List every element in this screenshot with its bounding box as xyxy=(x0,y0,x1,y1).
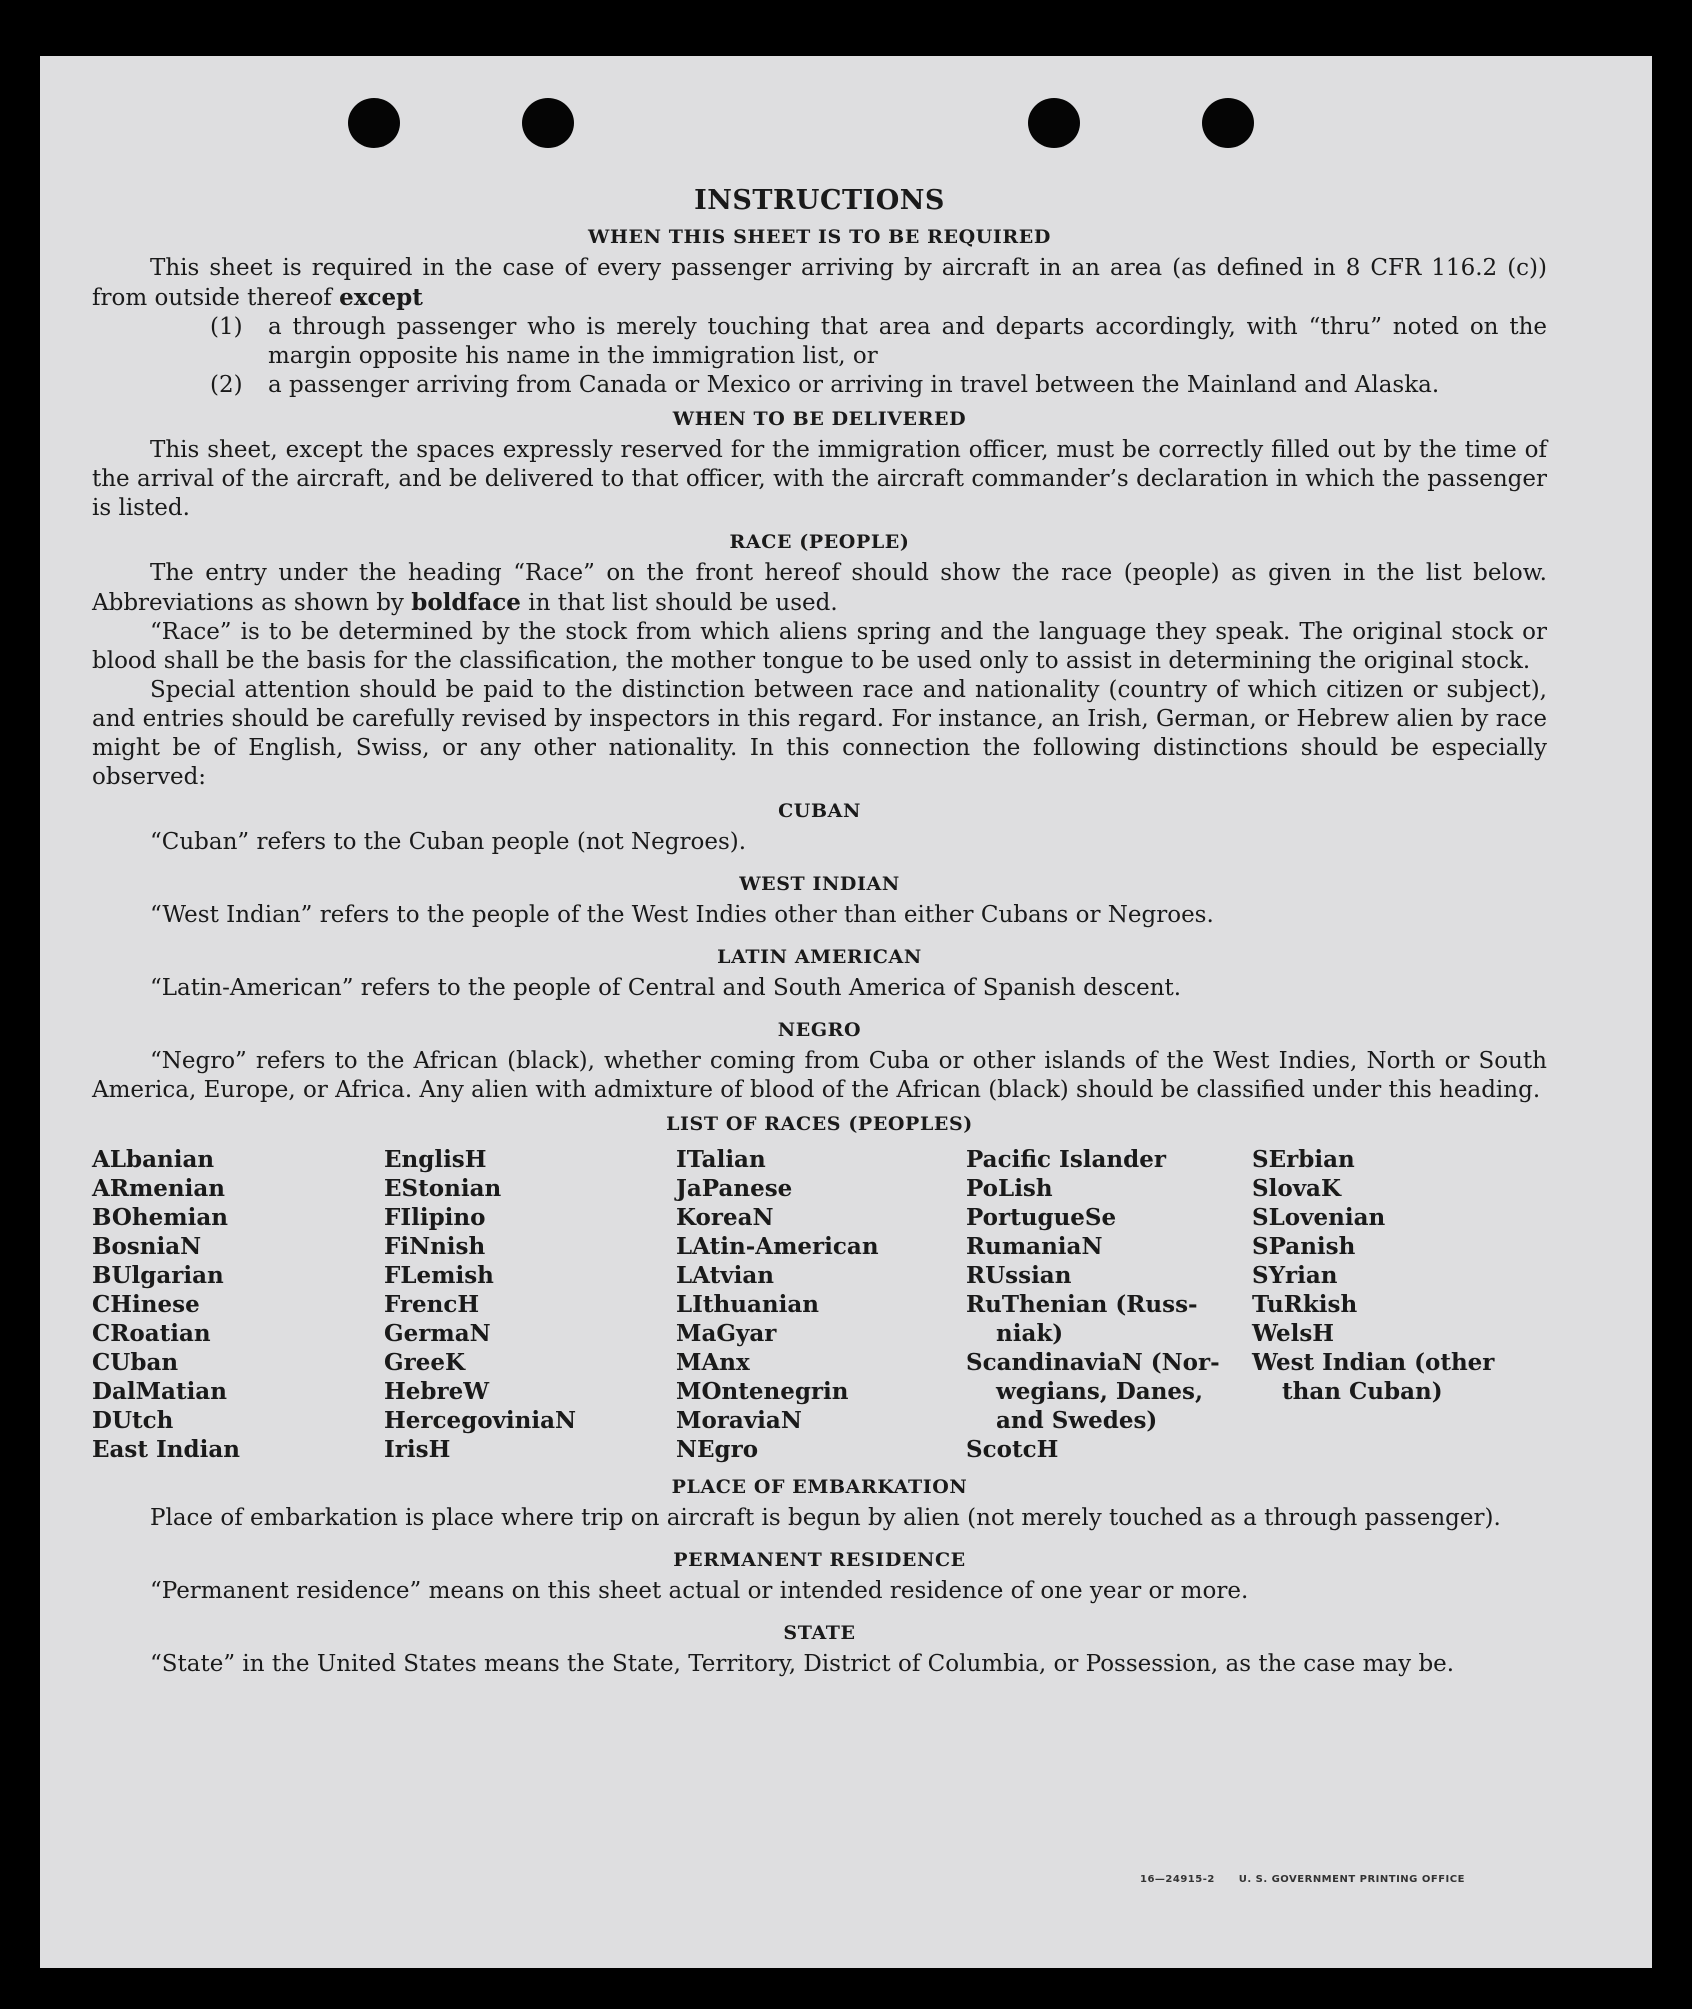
item-number: (2) xyxy=(210,372,243,398)
page-title: INSTRUCTIONS xyxy=(694,185,945,216)
race-item: KoreaN xyxy=(676,1204,774,1231)
section-heading: LIST OF RACES (PEOPLES) xyxy=(666,1113,973,1135)
section-heading: LATIN AMERICAN xyxy=(717,946,922,968)
section-heading: PLACE OF EMBARKATION xyxy=(671,1476,968,1498)
race-item: RuThenian (Russ- xyxy=(966,1291,1198,1318)
race-item: than Cuban) xyxy=(1282,1378,1443,1405)
race-item: BosniaN xyxy=(92,1233,202,1260)
race-item: GreeK xyxy=(384,1349,466,1376)
paragraph: “State” in the United States means the State, Territory, District of Columbia, or Possession, as the case may be. xyxy=(150,1651,1455,1677)
section-heading: CUBAN xyxy=(778,800,861,822)
race-item: FIlipino xyxy=(384,1204,486,1231)
race-item: WelsH xyxy=(1252,1320,1335,1347)
text: The entry under the heading “Race” on the front hereof should show the race (people) as given in the list below. Abbreviations as shown by xyxy=(92,560,1547,616)
race-column xyxy=(676,1145,966,1464)
text: in that list should be used. xyxy=(528,590,838,616)
race-item: CRoatian xyxy=(92,1320,211,1347)
race-item: MaGyar xyxy=(676,1320,777,1347)
list-item xyxy=(92,371,1547,400)
item-number: (1) xyxy=(210,314,243,340)
bold-text: boldface xyxy=(411,589,521,616)
race-item: NEgro xyxy=(676,1436,759,1463)
race-item: EStonian xyxy=(384,1175,502,1202)
punch-hole xyxy=(1028,98,1080,148)
instructions-content xyxy=(92,184,1547,1679)
race-item: niak) xyxy=(996,1320,1064,1347)
race-item: SPanish xyxy=(1252,1233,1356,1260)
race-item: MAnx xyxy=(676,1349,750,1376)
race-column xyxy=(966,1145,1252,1464)
race-column xyxy=(92,1145,384,1464)
race-item: ITalian xyxy=(676,1146,766,1173)
race-item: TuRkish xyxy=(1252,1291,1358,1318)
race-item: DUtch xyxy=(92,1407,174,1434)
race-item: LAtvian xyxy=(676,1262,774,1289)
paragraph: Place of embarkation is place where trip on aircraft is begun by alien (not merely touched as a through passenger). xyxy=(150,1505,1501,1531)
bold-text: except xyxy=(339,284,423,311)
race-item: HercegoviniaN xyxy=(384,1407,577,1434)
item-text: a passenger arriving from Canada or Mexico or arriving in travel between the Mainland and Alaska. xyxy=(268,372,1440,398)
punch-hole xyxy=(1202,98,1254,148)
race-item: Pacific Islander xyxy=(966,1146,1166,1173)
paragraph xyxy=(92,254,1547,313)
race-item: PortugueSe xyxy=(966,1204,1117,1231)
document-sheet xyxy=(40,56,1652,1968)
paragraph: “Cuban” refers to the Cuban people (not Negroes). xyxy=(150,829,747,855)
section-heading: WEST INDIAN xyxy=(739,873,900,895)
race-item: PoLish xyxy=(966,1175,1053,1202)
paragraph: “Permanent residence” means on this sheet actual or intended residence of one year or more. xyxy=(150,1578,1249,1604)
race-item: IrisH xyxy=(384,1436,451,1463)
form-number: 16—24915-2 xyxy=(1140,1874,1215,1885)
race-item: ScotcH xyxy=(966,1436,1059,1463)
race-item: DalMatian xyxy=(92,1378,227,1405)
section-heading: WHEN TO BE DELIVERED xyxy=(672,408,967,430)
paragraph xyxy=(92,559,1547,618)
race-item: ALbanian xyxy=(92,1146,215,1173)
race-item: CHinese xyxy=(92,1291,200,1318)
printer-name: U. S. GOVERNMENT PRINTING OFFICE xyxy=(1238,1874,1465,1885)
race-item: SYrian xyxy=(1252,1262,1338,1289)
paragraph: “Latin-American” refers to the people of Central and South America of Spanish descent. xyxy=(150,975,1182,1001)
race-item: FLemish xyxy=(384,1262,494,1289)
race-item: SLovenian xyxy=(1252,1204,1386,1231)
section-heading: PERMANENT RESIDENCE xyxy=(673,1549,966,1571)
race-item: ARmenian xyxy=(92,1175,226,1202)
race-item: GermaN xyxy=(384,1320,491,1347)
list-item xyxy=(92,313,1547,371)
race-item: BOhemian xyxy=(92,1204,228,1231)
punch-hole xyxy=(522,98,574,148)
race-item: RUssian xyxy=(966,1262,1072,1289)
item-text: a through passenger who is merely touching that area and departs accordingly, with “thru” noted on the margin opposite his name in the immigration list, or xyxy=(268,314,1547,369)
race-item: CUban xyxy=(92,1349,179,1376)
paragraph: This sheet, except the spaces expressly reserved for the immigration officer, must be correctly filled out by the time of the arrival of the aircraft, and be delivered to that officer, with the aircraft commander’s declaration in which the passenger is listed. xyxy=(92,437,1547,521)
section-heading: RACE (PEOPLE) xyxy=(729,531,910,553)
race-item: RumaniaN xyxy=(966,1233,1103,1260)
paragraph: “Race” is to be determined by the stock from which aliens spring and the language they speak. The original stock or blood shall be the basis for the classification, the mother tongue to be used only to assist in determining the original stock. xyxy=(92,619,1547,674)
race-item: SlovaK xyxy=(1252,1175,1341,1202)
section-heading: STATE xyxy=(783,1622,856,1644)
section-heading: NEGRO xyxy=(777,1019,862,1041)
punch-hole xyxy=(348,98,400,148)
race-item: BUlgarian xyxy=(92,1262,224,1289)
race-item: and Swedes) xyxy=(996,1407,1158,1434)
race-list xyxy=(92,1145,1547,1464)
race-item: EnglisH xyxy=(384,1146,487,1173)
printer-footer xyxy=(1140,1874,1465,1885)
race-item: West Indian (other xyxy=(1252,1349,1495,1376)
race-item: ScandinaviaN (Nor- xyxy=(966,1349,1220,1376)
race-item: East Indian xyxy=(92,1436,240,1463)
race-item: wegians, Danes, xyxy=(996,1378,1203,1405)
paragraph: “Negro” refers to the African (black), whether coming from Cuba or other islands of the West Indies, North or South America, Europe, or Africa. Any alien with admixture of blood of the African (black) should be classified under this heading. xyxy=(92,1048,1547,1103)
race-item: MOntenegrin xyxy=(676,1378,849,1405)
race-column xyxy=(384,1145,676,1464)
race-item: LAtin-American xyxy=(676,1233,879,1260)
race-item: JaPanese xyxy=(676,1175,793,1202)
paragraph: Special attention should be paid to the distinction between race and nationality (country of which citizen or subject), and entries should be carefully revised by inspectors in this regard. For instance, an Irish, German, or Hebrew alien by race might be of English, Swiss, or any other nationality. In this connection the following distinctions should be especially observed: xyxy=(92,677,1547,790)
paragraph: “West Indian” refers to the people of the West Indies other than either Cubans or Negroes. xyxy=(150,902,1214,928)
text: This sheet is required in the case of every passenger arriving by aircraft in an area (as defined in 8 CFR 116.2 (c)) from outside thereof xyxy=(92,255,1547,311)
section-heading: WHEN THIS SHEET IS TO BE REQUIRED xyxy=(588,226,1051,248)
race-item: FrencH xyxy=(384,1291,480,1318)
race-item: FiNnish xyxy=(384,1233,486,1260)
race-item: SErbian xyxy=(1252,1146,1355,1173)
race-item: LIthuanian xyxy=(676,1291,819,1318)
race-item: MoraviaN xyxy=(676,1407,802,1434)
race-item: HebreW xyxy=(384,1378,490,1405)
race-column xyxy=(1252,1145,1542,1464)
